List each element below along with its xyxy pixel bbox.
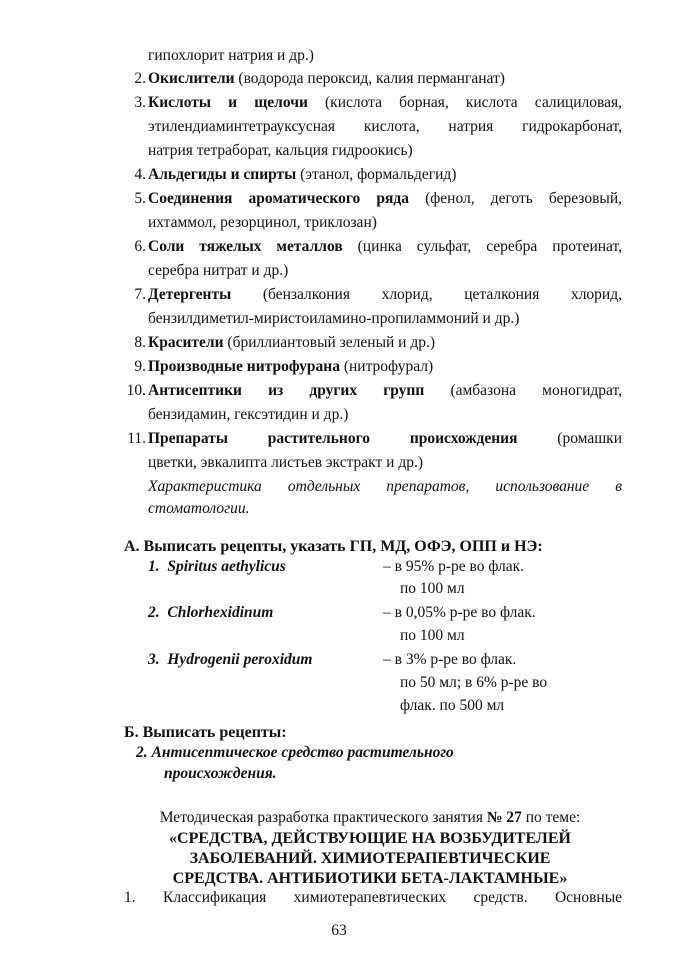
list-item-number: 7. — [134, 286, 146, 303]
list-item-term: Окислители — [148, 70, 235, 87]
list-item-desc: (водорода пероксид, калия перманганат) — [234, 70, 505, 87]
section-b-item: происхождения. — [164, 765, 277, 782]
list-item-desc: (кислота борная, кислота салициловая, — [307, 94, 622, 111]
list-item-term: Альдегиды и спирты — [148, 166, 297, 183]
list-item-line: цветки, эвкалипта листьев экстракт и др.) — [148, 454, 423, 471]
list-item-number: 9. — [134, 358, 146, 375]
list-item-term: Детергенты — [148, 286, 232, 303]
list-item — [148, 331, 435, 354]
list-item — [148, 163, 456, 186]
list-item — [148, 283, 622, 306]
rx-form: по 100 мл — [400, 580, 465, 597]
list-item-number: 3. — [134, 94, 146, 111]
note-text: стоматологии. — [148, 500, 250, 517]
list-item-number: 10. — [126, 382, 146, 399]
rx-item: 2. Chlorhexidinum — [148, 604, 274, 621]
list-item-line: этилендиаминтетрауксусная кислота, натрия гидрокарбонат, — [148, 118, 622, 135]
list-item-line: ихтаммол, резорцинол, триклозан) — [148, 214, 377, 231]
list-item — [148, 187, 622, 210]
list-item-number: 8. — [134, 334, 146, 351]
list-item-number: 2. — [134, 70, 146, 87]
list-item-number: 5. — [134, 190, 146, 207]
list-item-line: натрия тетраборат, кальция гидроокись) — [148, 142, 413, 159]
section-a-title: А. Выписать рецепты, указать ГП, МД, ОФЭ, ОПП и НЭ: — [124, 538, 543, 555]
list-item-line: серебра нитрат и др.) — [148, 262, 289, 279]
list-continuation: гипохлорит натрия и др.) — [148, 47, 314, 64]
page-number: 63 — [331, 922, 347, 939]
list-item-term: Производные нитрофурана — [148, 358, 340, 375]
rx-form: по 100 мл — [400, 627, 465, 644]
rx-form: – в 95% р-ре во флак. — [383, 558, 525, 575]
list-item — [148, 379, 622, 402]
rx-form: по 50 мл; в 6% р-ре во — [400, 674, 548, 691]
rx-item: 1. Spiritus aethylicus — [148, 558, 286, 575]
list-item-term: Кислоты и щелочи — [148, 94, 308, 111]
lesson-title: ЗАБОЛЕВАНИЙ. ХИМИОТЕРАПЕВТИЧЕСКИЕ — [189, 850, 551, 867]
list-item-number: 11. — [127, 430, 146, 447]
list-item-desc: (амбазона моногидрат, — [424, 382, 623, 399]
lesson-title: СРЕДСТВА. АНТИБИОТИКИ БЕТА-ЛАКТАМНЫЕ» — [172, 870, 568, 887]
list-item-desc: (ромашки — [517, 430, 622, 447]
list-item-number: 4. — [134, 166, 146, 183]
list-item-number: 6. — [134, 238, 146, 255]
lesson-title: «СРЕДСТВА, ДЕЙСТВУЮЩИЕ НА ВОЗБУДИТЕЛЕЙ — [169, 830, 571, 847]
list-item-term: Красители — [148, 334, 224, 351]
list-item — [148, 355, 433, 378]
list-item-line: бензидамин, гексэтидин и др.) — [148, 406, 349, 423]
list-item-desc: (фенол, деготь березовый, — [408, 190, 622, 207]
rx-form: – в 0,05% р-ре во флак. — [383, 604, 536, 621]
rx-item: 3. Hydrogenii peroxidum — [148, 651, 313, 668]
list-item — [148, 427, 622, 450]
list-item-desc: (нитрофурал) — [339, 358, 434, 375]
list-item-term: Соли тяжелых металлов — [148, 238, 343, 255]
section-b-title: Б. Выписать рецепты: — [124, 724, 287, 741]
list-item-term: Антисептики из других групп — [148, 382, 425, 399]
rx-form: флак. по 500 мл — [400, 697, 505, 714]
list-item — [148, 91, 622, 114]
list-item-term: Препараты растительного происхождения — [148, 430, 518, 447]
rx-drug-name: Chlorhexidinum — [167, 604, 274, 621]
list-item — [148, 235, 622, 258]
rx-form: – в 3% р-ре во флак. — [383, 651, 517, 668]
section-b-item: 2. Антисептическое средство растительного — [136, 744, 454, 761]
list-item-desc: (цинка сульфат, серебра протеинат, — [342, 238, 622, 255]
list-item-line: бензилдиметил-миристоиламино-пропиламмоний и др.) — [148, 310, 520, 327]
list-item-desc: (бриллиантовый зеленый и др.) — [223, 334, 436, 351]
list-item-desc: (бензалкония хлорид, цеталкония хлорид, — [231, 286, 622, 303]
lesson-intro: Методическая разработка практического занятия № 27 по теме: — [159, 809, 581, 826]
list-item-term: Соединения ароматического ряда — [148, 190, 409, 207]
list-item — [148, 67, 505, 90]
list-item-desc: (этанол, формальдегид) — [296, 166, 457, 183]
rx-drug-name: Hydrogenii peroxidum — [167, 651, 313, 668]
lesson-question: 1. Классификация химиотерапевтических средств. Основные — [124, 889, 622, 906]
note-text: Характеристика отдельных препаратов, использование в — [148, 478, 622, 495]
rx-drug-name: Spiritus aethylicus — [167, 558, 286, 575]
